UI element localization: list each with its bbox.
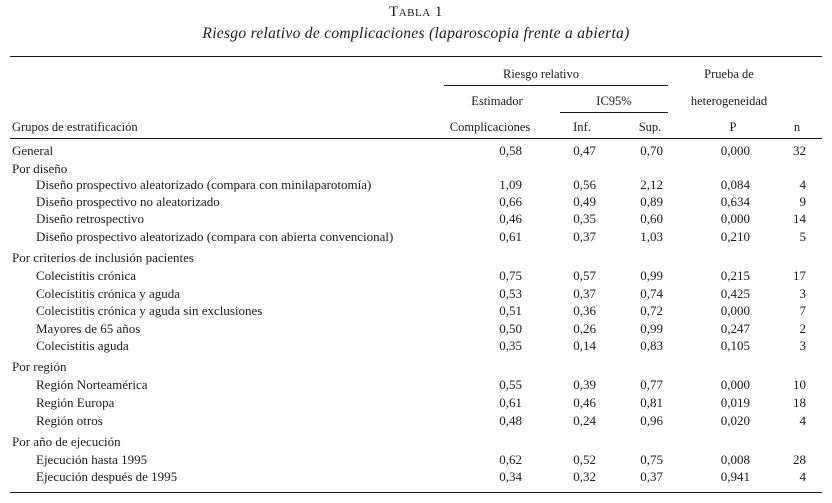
cell-sup: 0,70 [640, 143, 663, 158]
cell-n: 17 [793, 268, 806, 283]
cell-p: 0,000 [720, 143, 750, 158]
cell-inf: 0,57 [573, 268, 596, 283]
row-label: Diseño prospectivo no aleatorizado [36, 194, 220, 209]
row-label: Mayores de 65 años [36, 321, 141, 336]
cell-p: 0,425 [720, 286, 750, 301]
cell-est: 0,51 [499, 303, 522, 318]
cell-est: 0,61 [499, 229, 522, 244]
bottom-rule [10, 492, 822, 493]
cell-p: 0,215 [720, 268, 750, 283]
cell-est: 0,46 [499, 211, 522, 226]
cell-sup: 0,72 [640, 303, 663, 318]
header-sup: Sup. [638, 120, 662, 134]
row-label: Ejecución hasta 1995 [36, 452, 148, 467]
cell-n: 18 [793, 395, 806, 410]
row-label: Diseño retrospectivo [36, 211, 144, 226]
riesgo-rule [444, 85, 668, 86]
cell-sup: 1,03 [640, 229, 663, 244]
cell-n: 7 [799, 303, 806, 318]
table-caption: Riesgo relativo de complicaciones (laparoscopia frente a abierta) [202, 25, 630, 42]
table-label: Tabla 1 [389, 4, 443, 20]
row-label: General [12, 143, 54, 158]
cell-n: 28 [793, 452, 806, 467]
cell-sup: 0,37 [640, 469, 663, 484]
ic95-rule [560, 112, 668, 113]
cell-p: 0,210 [720, 229, 750, 244]
cell-n: 3 [799, 286, 806, 301]
header-grupos: Grupos de estratificación [12, 120, 138, 134]
cell-sup: 0,96 [640, 413, 663, 428]
cell-est: 0,66 [499, 194, 522, 209]
cell-n: 9 [799, 194, 806, 209]
cell-inf: 0,37 [573, 286, 596, 301]
cell-est: 0,35 [499, 338, 522, 353]
cell-n: 14 [793, 211, 806, 226]
cell-inf: 0,46 [573, 395, 596, 410]
header-n: n [793, 120, 801, 134]
cell-inf: 0,39 [573, 377, 596, 392]
cell-sup: 0,60 [640, 211, 663, 226]
cell-inf: 0,52 [573, 452, 596, 467]
header-ic95: IC95% [596, 94, 632, 108]
cell-inf: 0,14 [573, 338, 596, 353]
header-prueba-line1: Prueba de [704, 67, 754, 81]
cell-n: 10 [793, 377, 806, 392]
top-rule [10, 56, 822, 57]
cell-inf: 0,26 [573, 321, 596, 336]
header-riesgo-relativo: Riesgo relativo [502, 67, 580, 81]
cell-n: 4 [799, 469, 806, 484]
cell-est: 0,58 [499, 143, 522, 158]
row-label: Colecistitis crónica y aguda [36, 286, 181, 301]
row-label: Región Norteamérica [36, 377, 148, 392]
cell-n: 3 [799, 338, 806, 353]
group-heading: Por diseño [12, 161, 68, 176]
header-prueba-line2: heterogeneidad [690, 94, 768, 108]
row-label: Diseño prospectivo aleatorizado (compara con abierta convencional) [36, 229, 394, 244]
row-label: Diseño prospectivo aleatorizado (compara con minilaparotomía) [36, 177, 372, 192]
cell-est: 0,34 [499, 469, 522, 484]
cell-inf: 0,36 [573, 303, 596, 318]
cell-n: 32 [793, 143, 806, 158]
row-label: Región Europa [36, 395, 115, 410]
cell-est: 0,62 [499, 452, 522, 467]
cell-n: 4 [799, 177, 806, 192]
cell-inf: 0,47 [573, 143, 596, 158]
cell-p: 0,084 [720, 177, 750, 192]
cell-p: 0,019 [720, 395, 750, 410]
cell-p: 0,000 [720, 303, 750, 318]
cell-inf: 0,56 [573, 177, 596, 192]
cell-sup: 0,77 [640, 377, 663, 392]
cell-inf: 0,24 [573, 413, 596, 428]
cell-sup: 0,83 [640, 338, 663, 353]
cell-p: 0,105 [720, 338, 750, 353]
cell-sup: 0,99 [640, 268, 663, 283]
row-label: Colecistitis crónica y aguda sin exclusiones [36, 303, 263, 318]
row-label: Colecistitis aguda [36, 338, 129, 353]
cell-p: 0,008 [720, 452, 750, 467]
cell-sup: 0,81 [640, 395, 663, 410]
cell-inf: 0,35 [573, 211, 596, 226]
cell-est: 0,48 [499, 413, 522, 428]
cell-n: 2 [799, 321, 806, 336]
cell-sup: 0,75 [640, 452, 663, 467]
row-label: Ejecución después de 1995 [36, 469, 178, 484]
row-label: Región otros [36, 413, 103, 428]
cell-p: 0,634 [720, 194, 750, 209]
cell-n: 4 [799, 413, 806, 428]
header-complicaciones: Complicaciones [449, 120, 531, 134]
header-p: P [729, 120, 737, 134]
cell-n: 5 [799, 229, 806, 244]
cell-p: 0,020 [720, 413, 750, 428]
cell-inf: 0,37 [573, 229, 596, 244]
header-estimador: Estimador [471, 94, 523, 108]
cell-inf: 0,32 [573, 469, 596, 484]
cell-p: 0,941 [720, 469, 750, 484]
cell-sup: 0,74 [640, 286, 663, 301]
row-label: Colecistitis crónica [36, 268, 137, 283]
cell-inf: 0,49 [573, 194, 596, 209]
header-bottom-rule [10, 138, 822, 139]
cell-p: 0,000 [720, 211, 750, 226]
cell-p: 0,000 [720, 377, 750, 392]
cell-sup: 0,89 [640, 194, 663, 209]
header-inf: Inf. [573, 120, 591, 134]
cell-p: 0,247 [720, 321, 750, 336]
cell-est: 0,61 [499, 395, 522, 410]
cell-est: 1,09 [499, 177, 522, 192]
group-heading: Por región [12, 359, 67, 374]
cell-est: 0,53 [499, 286, 522, 301]
group-heading: Por año de ejecución [12, 434, 121, 449]
cell-sup: 2,12 [640, 177, 663, 192]
cell-sup: 0,99 [640, 321, 663, 336]
cell-est: 0,50 [499, 321, 522, 336]
group-heading: Por criterios de inclusión pacientes [12, 250, 194, 265]
cell-est: 0,75 [499, 268, 522, 283]
cell-est: 0,55 [499, 377, 522, 392]
